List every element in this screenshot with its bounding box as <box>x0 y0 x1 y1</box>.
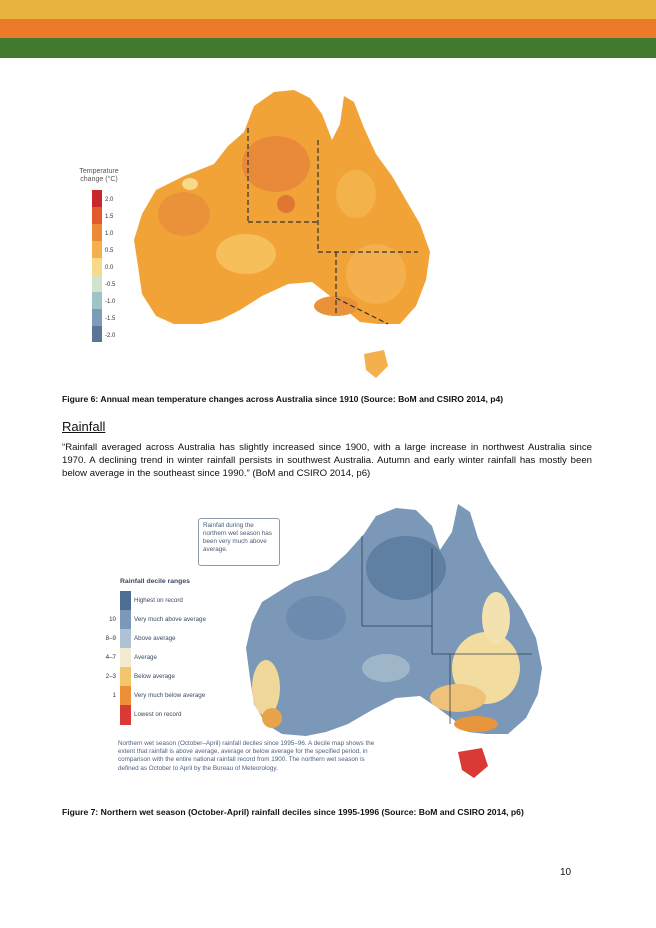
temp-legend-value: -1.5 <box>105 316 116 322</box>
rainfall-range-label: Highest on record <box>134 597 183 604</box>
temp-legend-value: 1.5 <box>105 214 114 220</box>
rainfall-range-label: Lowest on record <box>134 711 182 718</box>
temperature-legend-title: Temperature change (°C) <box>79 168 119 183</box>
temp-legend-value: 0.5 <box>105 248 114 254</box>
section-heading-rainfall: Rainfall <box>62 419 106 434</box>
rainfall-range-label: Above average <box>134 635 176 642</box>
rainfall-legend-title: Rainfall decile ranges <box>120 578 190 585</box>
wet-season-callout: Rainfall during the northern wet season has been very much above average. <box>198 518 280 566</box>
rainfall-range-num: 10 <box>109 616 116 623</box>
temp-legend-value: -0.5 <box>105 282 116 288</box>
temperature-legend-bar <box>92 190 102 342</box>
rainfall-range-num: 8–9 <box>105 635 116 642</box>
temp-legend-value: -1.0 <box>105 299 116 305</box>
rainfall-range-num: 4–7 <box>105 654 116 661</box>
rainfall-range-label: Very much below average <box>134 692 206 699</box>
header-band-orange <box>0 19 656 38</box>
rainfall-map-note: Northern wet season (October–April) rainfall deciles since 1995–96. A decile map shows the extent that rainfall is above average, average or below average for the specified period, in comparison with the entire national rainfall record from 1900. The northern wet season is defined as October to April by the Bureau of Meteorology. <box>118 740 375 772</box>
rainfall-range-num: 2–3 <box>105 673 116 680</box>
rainfall-range-num: 1 <box>112 692 116 699</box>
temperature-map <box>126 84 436 384</box>
figure-6-caption: Figure 6: Annual mean temperature changes across Australia since 1910 (Source: BoM and CSIRO 2014, p4) <box>62 394 504 404</box>
header-band-green <box>0 38 656 58</box>
header-band-yellow <box>0 0 656 19</box>
temp-legend-value: 2.0 <box>105 197 114 203</box>
temp-legend-value: -2.0 <box>105 333 116 339</box>
rainfall-range-label: Average <box>134 654 157 661</box>
rainfall-range-label: Very much above average <box>134 616 206 623</box>
rainfall-paragraph: “Rainfall averaged across Australia has slightly increased since 1900, with a large increase in northwest Australia since 1970. A declining trend in winter rainfall persists in southwest Australia. Autumn and early winter rainfall has mostly been below average in the southeast since 1990.” (BoM and CSIRO 2014, p6) <box>62 442 592 479</box>
rainfall-range-label: Below average <box>134 673 175 680</box>
temp-legend-value: 0.0 <box>105 265 114 271</box>
temp-legend-value: 1.0 <box>105 231 114 237</box>
page-number: 10 <box>560 867 572 878</box>
rainfall-legend-bar <box>120 591 131 725</box>
figure-7-caption: Figure 7: Northern wet season (October-April) rainfall deciles since 1995-1996 (Source: BoM and CSIRO 2014, p6) <box>62 807 524 817</box>
